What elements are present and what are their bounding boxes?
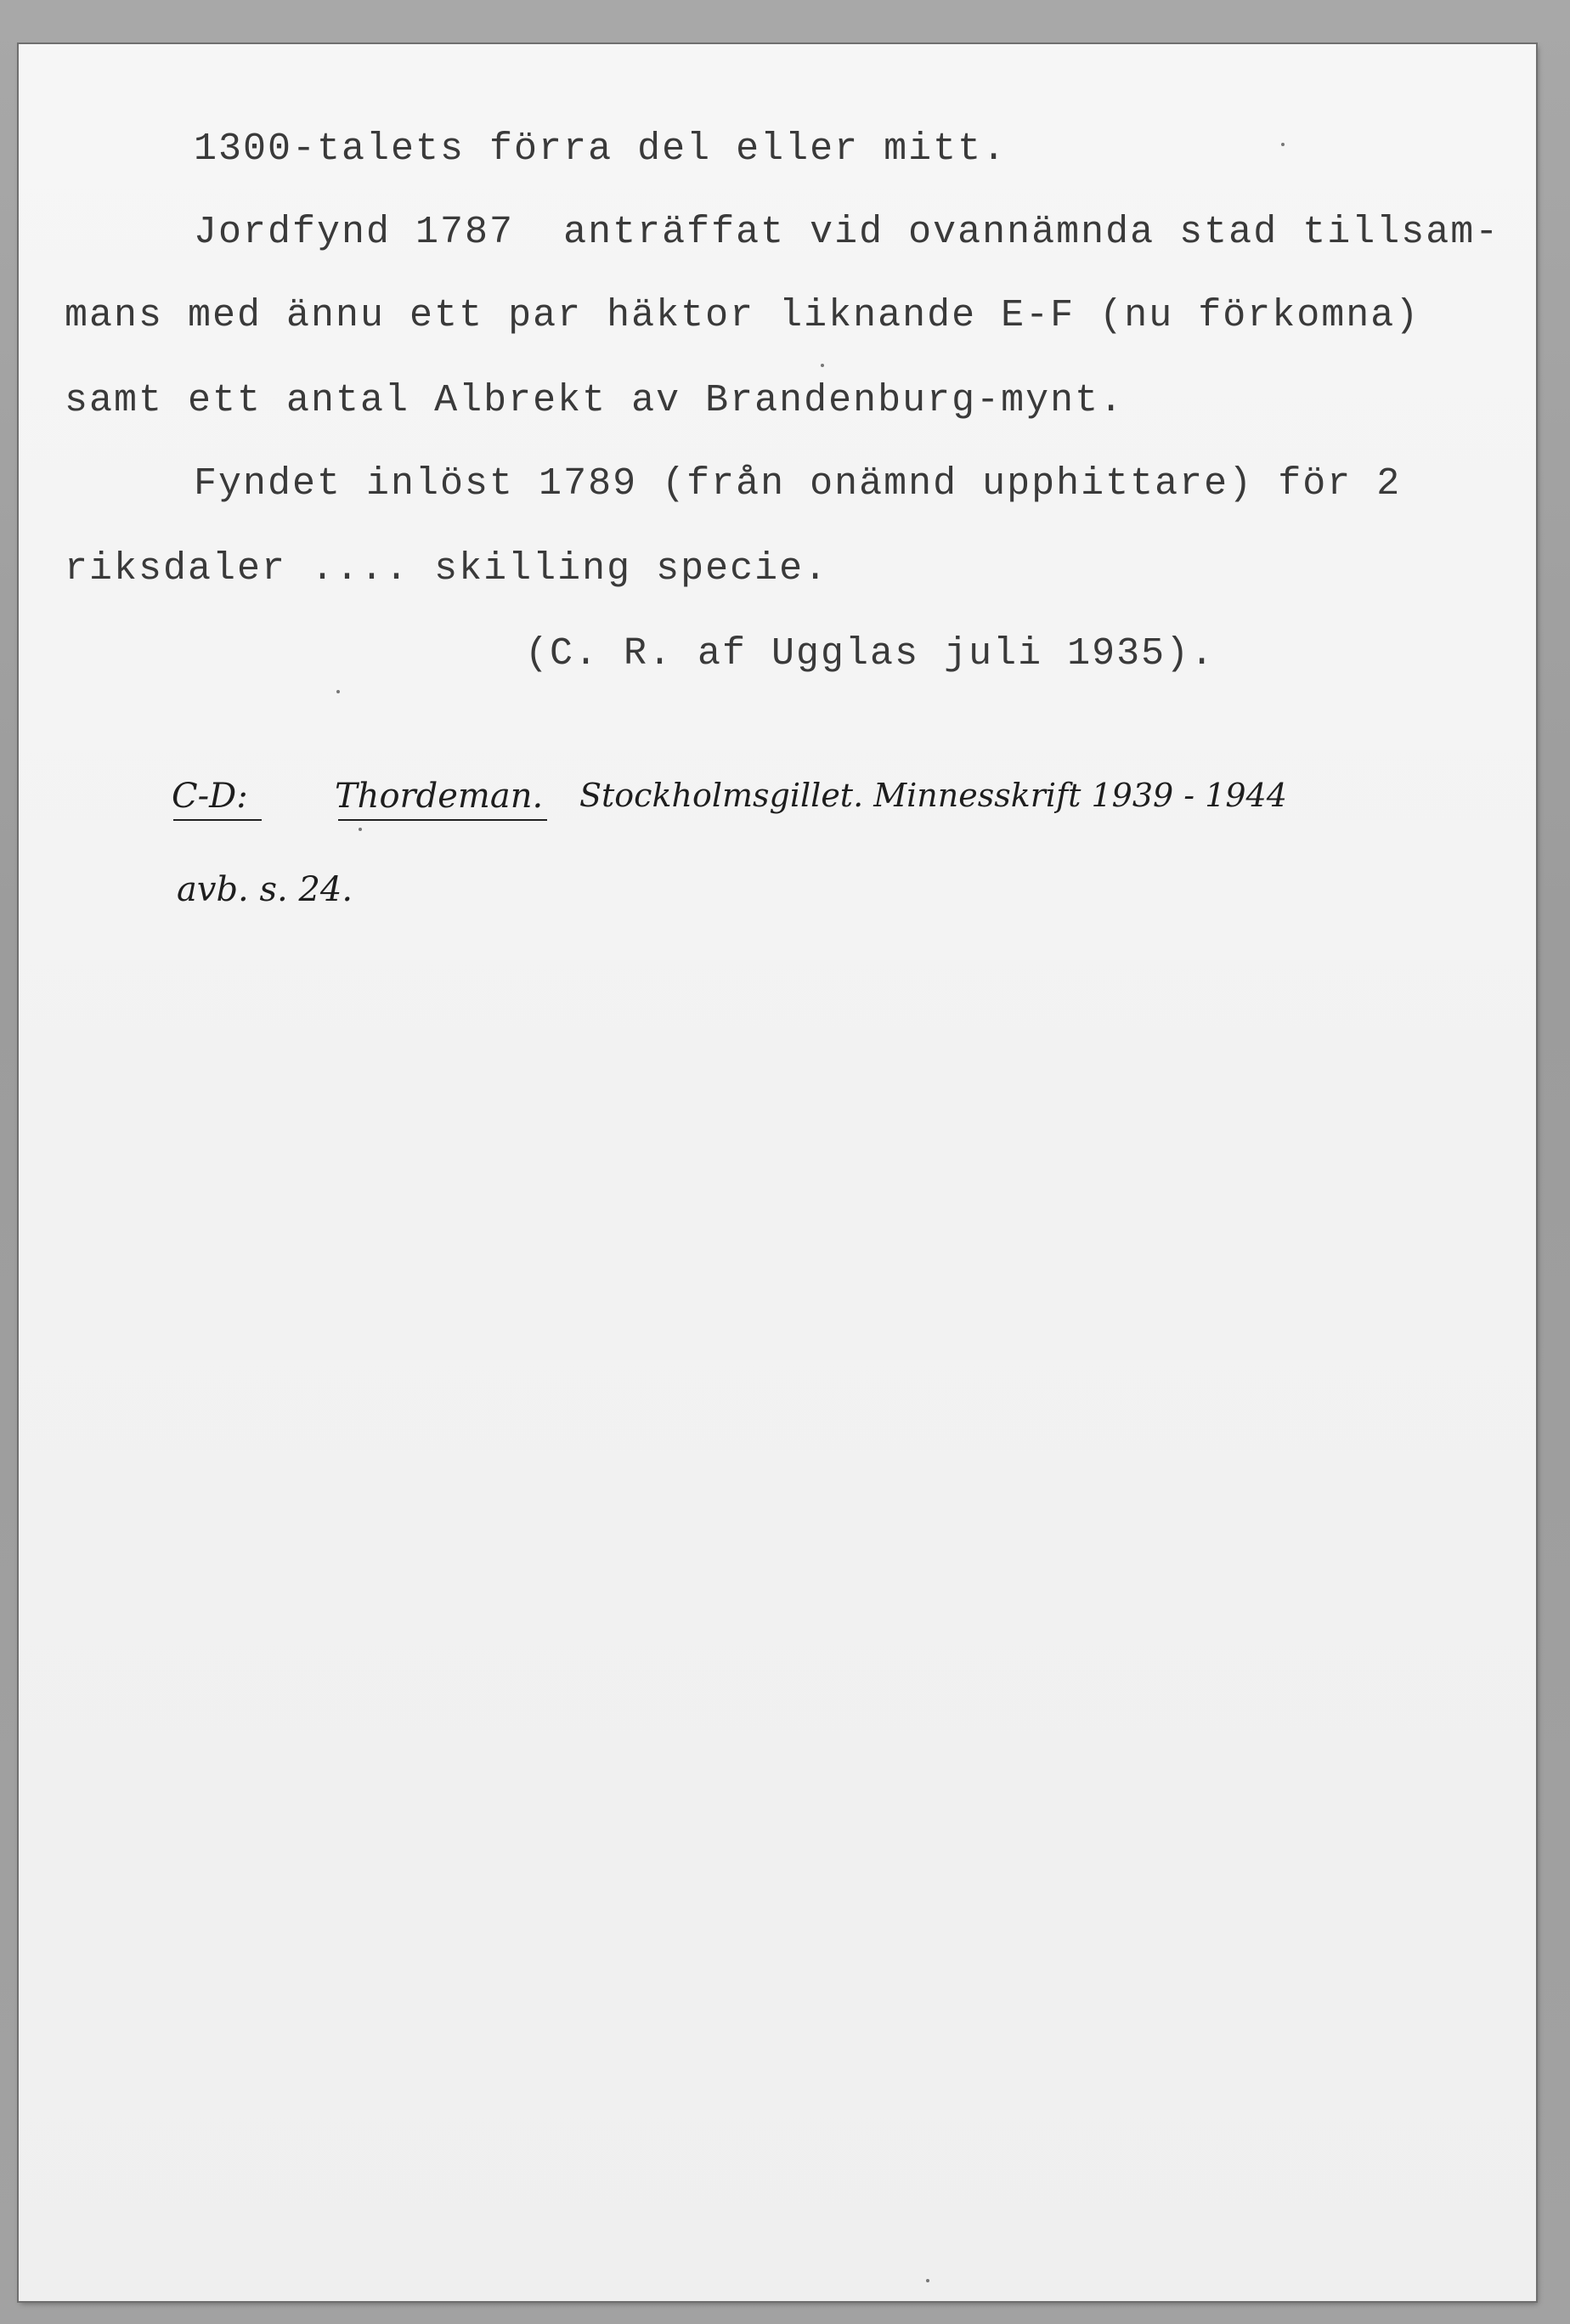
typed-line-6: riksdaler .... skilling specie.: [65, 547, 829, 591]
handwritten-author: Thordeman.: [335, 777, 544, 816]
scan-speck: [926, 2279, 929, 2282]
scan-speck: [336, 690, 340, 693]
typed-line-1: 1300-talets förra del eller mitt.: [194, 127, 1008, 171]
scan-speck: [1281, 143, 1285, 146]
handwritten-ref-prefix: C-D:: [172, 777, 248, 816]
typed-line-5: Fyndet inlöst 1789 (från onämnd upphittare) för 2: [194, 462, 1402, 506]
typed-line-3: mans med ännu ett par häktor liknande E-F (nu förkomna): [65, 294, 1420, 337]
index-card: [19, 44, 1536, 2301]
typed-line-2: Jordfynd 1787 anträffat vid ovannämnda stad tillsam-: [194, 211, 1500, 254]
scan-speck: [359, 828, 362, 831]
handwritten-page-ref: avb. s. 24.: [177, 870, 353, 909]
handwritten-title: Stockholmsgillet. Minnesskrift 1939 - 1944: [579, 777, 1287, 814]
typed-signature: (C. R. af Ugglas juli 1935).: [525, 632, 1216, 676]
typed-line-4: samt ett antal Albrekt av Brandenburg-mynt.: [65, 379, 1125, 422]
ref-prefix-underline: [173, 819, 262, 821]
author-underline: [338, 819, 547, 821]
scan-speck: [821, 364, 824, 367]
